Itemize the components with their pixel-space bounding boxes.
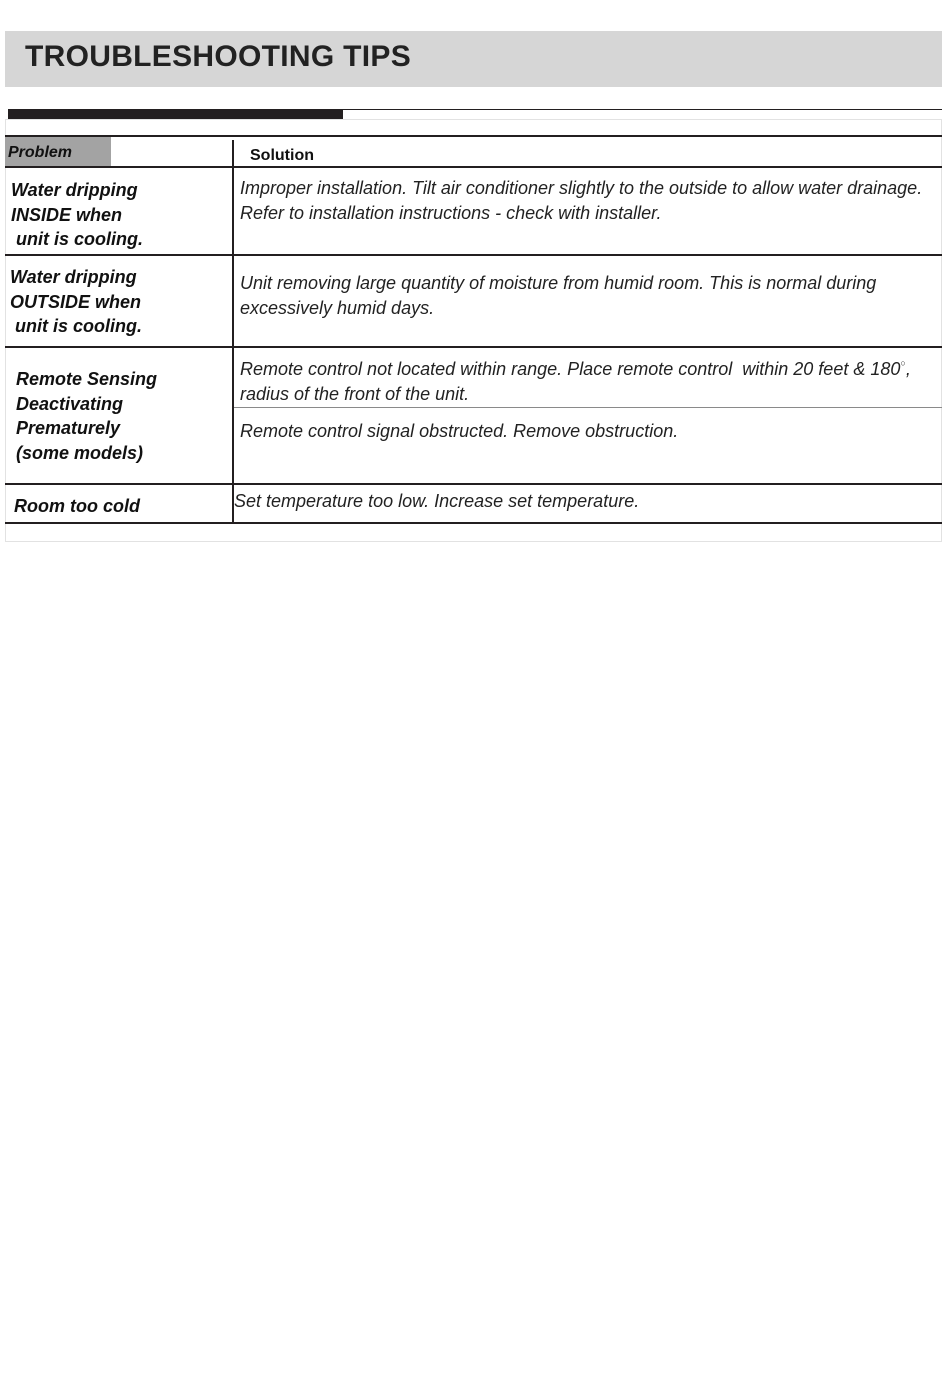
header-bottom-border xyxy=(5,166,942,168)
problem-cell: Water dripping OUTSIDE when unit is cooling. xyxy=(10,267,142,336)
solution-line: Remote control not located within range. Place remote control within 20 feet & 180○, xyxy=(240,358,911,379)
solution-column-header: Solution xyxy=(250,147,314,164)
solution-sub-divider xyxy=(232,407,942,408)
title-underline-thin xyxy=(343,109,942,110)
row-divider xyxy=(5,254,942,256)
problem-cell: Remote Sensing Deactivating Prematurely (some models) xyxy=(16,369,158,463)
solution-cell: Remote control not located within range. Place remote control within 20 feet & 180○, radius of the front of the unit. xyxy=(240,351,911,406)
row-divider xyxy=(5,483,942,485)
row-divider xyxy=(5,346,942,348)
solution-cell: Improper installation. Tilt air conditioner slightly to the outside to allow water drainage. Refer to installation instructions - check with installer. xyxy=(240,178,923,223)
table-bottom-border xyxy=(5,522,942,524)
table-top-border xyxy=(5,135,942,137)
page-title: TROUBLESHOOTING TIPS xyxy=(25,40,412,73)
problem-column-header: Problem xyxy=(8,144,73,161)
column-divider xyxy=(232,140,234,524)
problem-cell: Room too cold xyxy=(14,496,140,516)
solution-cell: Set temperature too low. Increase set temperature. xyxy=(234,491,640,511)
title-underline-thick xyxy=(8,109,343,119)
solution-cell: Unit removing large quantity of moisture from humid room. This is normal during excessively humid days. xyxy=(240,273,877,318)
problem-cell: Water dripping INSIDE when unit is cooling. xyxy=(11,180,143,249)
degree-symbol: ○ xyxy=(900,358,906,368)
solution-cell: Remote control signal obstructed. Remove obstruction. xyxy=(240,421,679,441)
